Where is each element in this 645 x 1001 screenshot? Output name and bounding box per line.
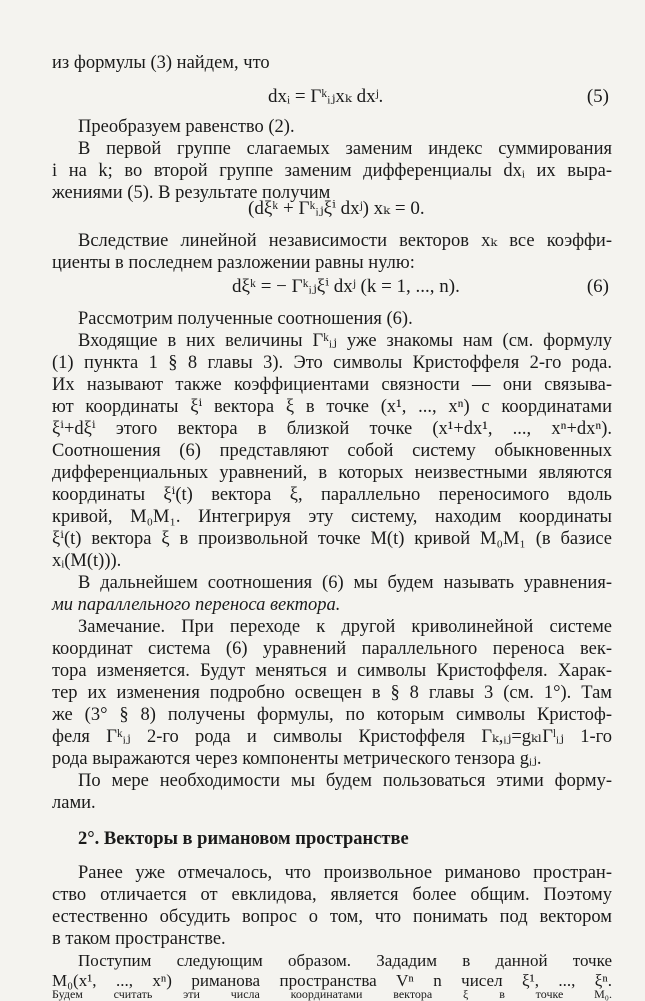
text-line: ξⁱ(t) вектора ξ в произвольной точке M(t) кривой M₀M₁ (в базисе: [52, 529, 612, 549]
text-line: из формулы (3) найдем, что: [52, 53, 270, 73]
text-line: Поступим следующим образом. Зададим в данной точке: [78, 951, 612, 970]
text-line: Рассмотрим полученные соотношения (6).: [78, 309, 413, 329]
text-line: в таком пространстве.: [52, 929, 226, 949]
text-line: координаты ξⁱ(t) вектора ξ, параллельно переносимого вдоль: [52, 485, 612, 505]
text-line: Ранее уже отмечалось, что произвольное риманово простран-: [78, 863, 612, 883]
text-line: Будем считать эти числа координатами вектора ξ в точке M₀.: [52, 987, 612, 1001]
text-line: Вследствие линейной независимости векторов xₖ все коэффи-: [78, 231, 612, 251]
equation-unnumbered: (dξᵏ + Γᵏᵢⱼξⁱ dxʲ) xₖ = 0.: [248, 198, 425, 219]
equation-6: dξᵏ = − Γᵏᵢⱼξⁱ dxʲ (k = 1, ..., n).: [232, 276, 460, 297]
text-line: Соотношения (6) представляют собой систему обыкновенных: [52, 441, 612, 461]
section-heading: 2°. Векторы в римановом пространстве: [78, 829, 409, 849]
text-line: Их называют также коэффициентами связности — они связыва-: [52, 375, 612, 395]
text-line: циенты в последнем разложении равны нулю:: [52, 253, 415, 273]
text-line: В дальнейшем соотношения (6) мы будем называть уравнения-: [78, 573, 612, 593]
text-line: xᵢ(M(t))).: [52, 551, 122, 571]
text-line: лами.: [52, 793, 96, 813]
text-line: По мере необходимости мы будем пользоваться этими форму-: [78, 771, 612, 791]
text-line: тора изменяется. Будут меняться и символы Кристоффеля. Харак-: [52, 661, 612, 681]
text-line: жениями (5). В результате получим: [52, 183, 331, 203]
text-line: ξⁱ+dξⁱ этого вектора в близкой точке (x¹+dx¹, ..., xⁿ+dxⁿ).: [52, 419, 612, 439]
text-line: ют координаты ξⁱ вектора ξ в точке (x¹, ..., xⁿ) с координатами: [52, 397, 612, 417]
text-line: естественно обсудить вопрос о том, что понимать под вектором: [52, 907, 612, 927]
text-line: кривой, M₀M₁. Интегрируя эту систему, находим координаты: [52, 507, 612, 527]
equation-5: dxᵢ = Γᵏᵢⱼxₖ dxʲ.: [268, 86, 384, 107]
text-line: рода выражаются через компоненты метрического тензора gᵢⱼ.: [52, 749, 542, 769]
text-line: ство отличается от евклидова, является более общим. Поэтому: [52, 885, 612, 905]
text-line: феля Γᵏᵢⱼ 2-го рода и символы Кристоффеля Γₖ,ᵢⱼ=gₖₗΓˡᵢⱼ 1-го: [52, 727, 612, 747]
equation-number: (5): [586, 86, 609, 107]
text-line: координат система (6) уравнений параллельного переноса век-: [52, 639, 612, 659]
text-line: i на k; во второй группе заменим дифференциалы dxᵢ их выра-: [52, 161, 612, 181]
text-line: тер их изменения подробно освещен в § 8 главы 3 (см. 1°). Там: [52, 683, 612, 703]
text-line: же (3° § 8) получены формулы, по которым символы Кристоф-: [52, 705, 612, 725]
text-line: Входящие в них величины Γᵏᵢⱼ уже знакомы нам (см. формулу: [78, 331, 612, 351]
equation-number: (6): [586, 276, 609, 297]
text-line: дифференциальных уравнений, в которых неизвестными являются: [52, 463, 612, 483]
text-line: Замечание. При переходе к другой криволинейной системе: [78, 617, 612, 637]
text-line: Преобразуем равенство (2).: [78, 117, 295, 137]
text-line: (1) пункта 1 § 8 главы 3). Это символы Кристоффеля 2-го рода.: [52, 353, 612, 373]
text-line: В первой группе слагаемых заменим индекс суммирования: [78, 139, 612, 159]
text-line: ми параллельного переноса вектора.: [52, 595, 341, 615]
text-line: M₀(x¹, ..., xⁿ) риманова пространства Vⁿ n чисел ξ¹, ..., ξⁿ.: [52, 971, 612, 990]
